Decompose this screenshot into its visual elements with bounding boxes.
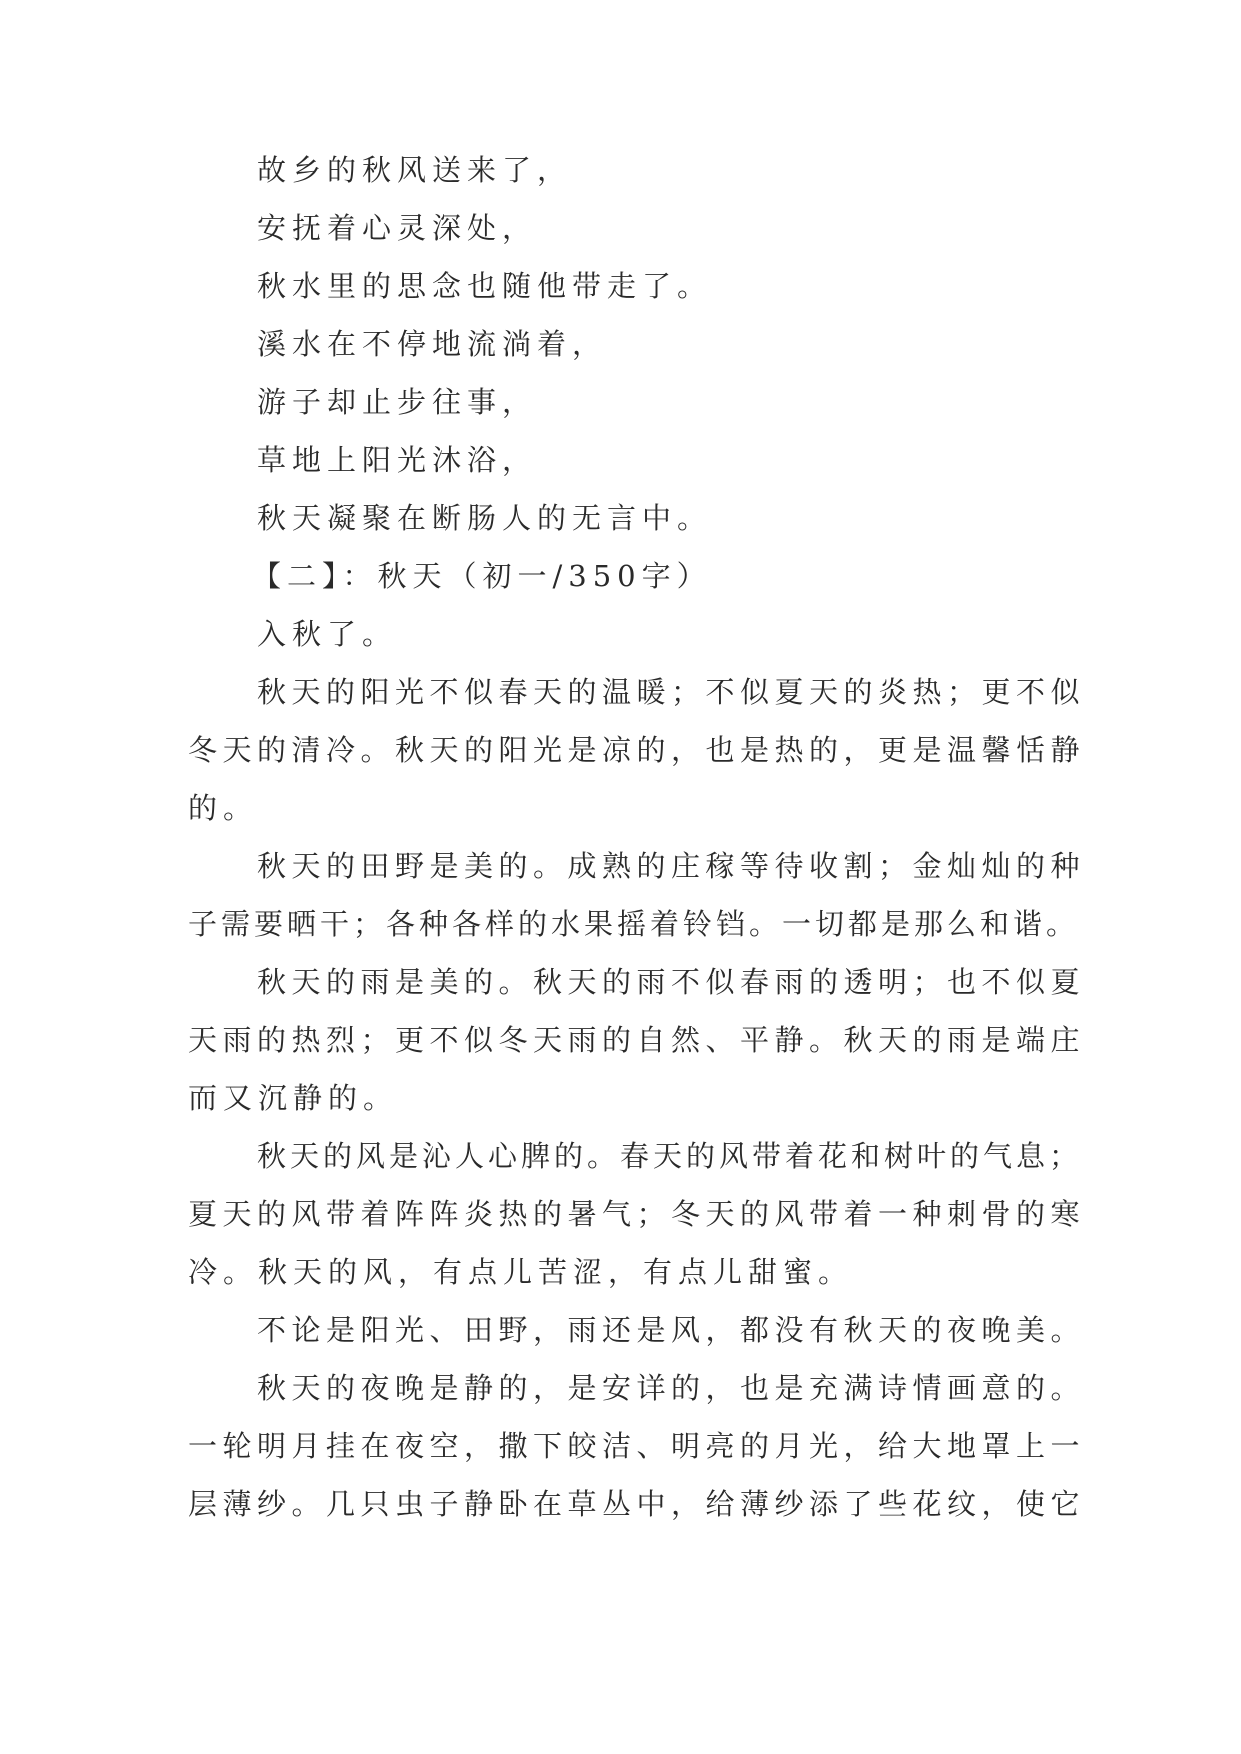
section-heading: 【二】：秋天（初一/350字） xyxy=(252,559,712,593)
poem-line: 游子却止步往事， xyxy=(257,385,538,419)
paragraph-line: 的。 xyxy=(188,791,259,825)
paragraph-line: 秋天的阳光不似春天的温暖；不似夏天的炎热；更不似 xyxy=(257,675,1086,709)
poem-line: 溪水在不停地流淌着， xyxy=(257,327,608,361)
paragraph-line: 秋天的夜晚是静的，是安详的，也是充满诗情画意的。 xyxy=(257,1371,1086,1405)
paragraph-line: 天雨的热烈；更不似冬天雨的自然、平静。秋天的雨是端庄 xyxy=(188,1023,1086,1057)
paragraph-line: 入秋了。 xyxy=(257,617,398,651)
paragraph-line: 而又沉静的。 xyxy=(188,1081,399,1115)
paragraph-line: 秋天的雨是美的。秋天的雨不似春雨的透明；也不似夏 xyxy=(257,965,1086,999)
poem-line: 草地上阳光沐浴， xyxy=(257,443,538,477)
paragraph-line: 一轮明月挂在夜空，撒下皎洁、明亮的月光，给大地罩上一 xyxy=(188,1429,1086,1463)
poem-line: 安抚着心灵深处， xyxy=(257,211,538,245)
paragraph-line: 冷。秋天的风，有点儿苦涩，有点儿甜蜜。 xyxy=(188,1255,854,1289)
paragraph-line: 子需要晒干；各种各样的水果摇着铃铛。一切都是那么和谐。 xyxy=(188,907,1080,941)
paragraph-line: 冬天的清冷。秋天的阳光是凉的，也是热的，更是温馨恬静 xyxy=(188,733,1086,767)
paragraph-line: 不论是阳光、田野，雨还是风，都没有秋天的夜晚美。 xyxy=(257,1313,1086,1347)
paragraph-line: 秋天的田野是美的。成熟的庄稼等待收割；金灿灿的种 xyxy=(257,849,1086,883)
poem-line: 秋水里的思念也随他带走了。 xyxy=(257,269,713,303)
poem-line: 秋天凝聚在断肠人的无言中。 xyxy=(257,501,713,535)
paragraph-line: 层薄纱。几只虫子静卧在草丛中，给薄纱添了些花纹，使它 xyxy=(188,1487,1086,1521)
poem-line: 故乡的秋风送来了， xyxy=(257,153,573,187)
paragraph-line: 夏天的风带着阵阵炎热的暑气；冬天的风带着一种刺骨的寒 xyxy=(188,1197,1086,1231)
paragraph-line: 秋天的风是沁人心脾的。春天的风带着花和树叶的气息； xyxy=(257,1139,1083,1173)
